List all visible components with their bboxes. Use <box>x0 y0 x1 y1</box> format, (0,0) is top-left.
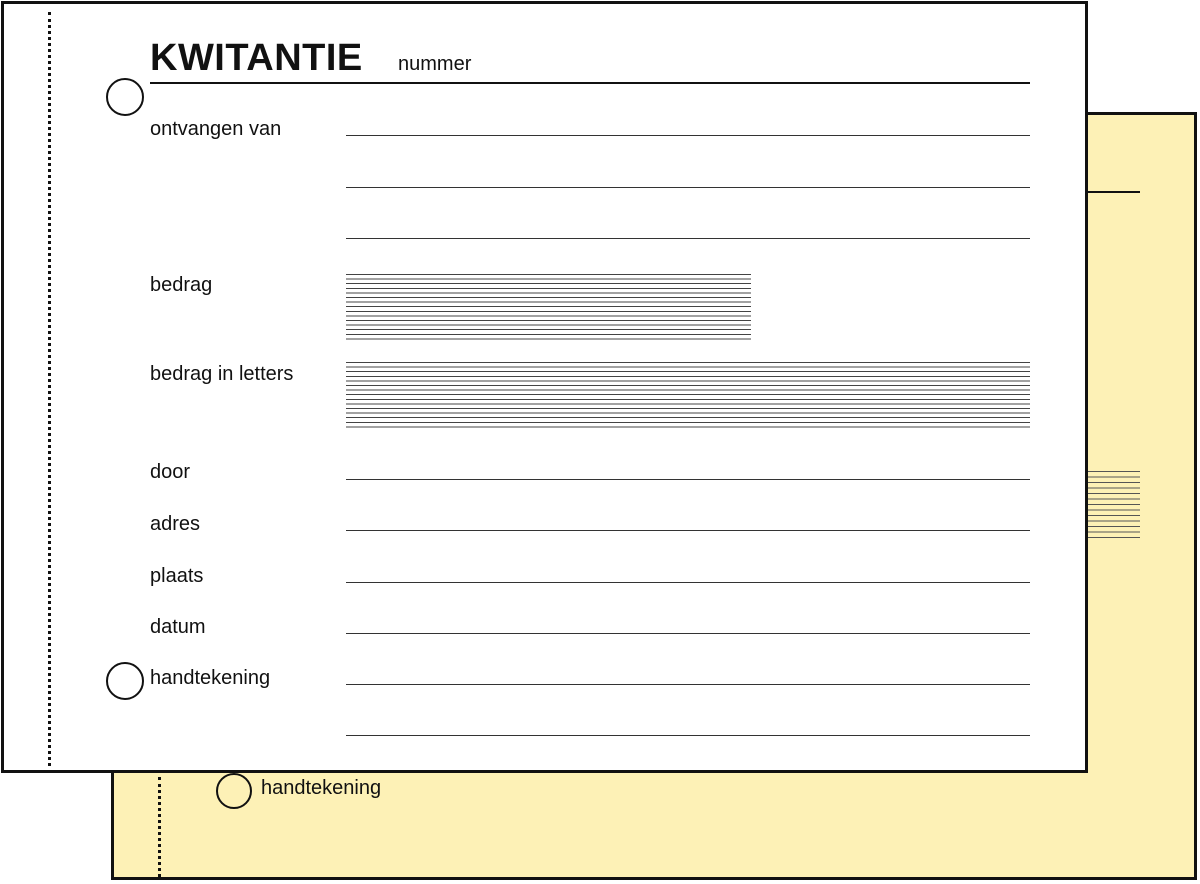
by-label: door <box>150 461 191 483</box>
amount-field[interactable] <box>346 274 751 342</box>
signature-line-2[interactable] <box>346 735 1030 736</box>
amount-label: bedrag <box>150 274 213 296</box>
signature-line-1[interactable] <box>346 684 1030 685</box>
copy-title-rule <box>1088 191 1140 193</box>
date-line[interactable] <box>346 633 1030 634</box>
copy-perforation <box>158 777 161 877</box>
received-from-line-1[interactable] <box>346 135 1030 136</box>
address-line[interactable] <box>346 530 1030 531</box>
received-from-line-3[interactable] <box>346 238 1030 239</box>
place-label: plaats <box>150 565 204 587</box>
perforation-line <box>48 12 51 766</box>
amount-in-letters-label: bedrag in letters <box>150 363 294 385</box>
copy-amount-hatch <box>1088 471 1140 539</box>
punch-hole-bottom <box>106 662 144 700</box>
title-rule <box>150 82 1030 84</box>
number-label: nummer <box>398 53 472 75</box>
amount-in-letters-field[interactable] <box>346 362 1030 430</box>
punch-hole-top <box>106 78 144 116</box>
place-line[interactable] <box>346 582 1030 583</box>
by-line[interactable] <box>346 479 1030 480</box>
signature-label: handtekening <box>150 667 271 689</box>
received-from-line-2[interactable] <box>346 187 1030 188</box>
received-from-label: ontvangen van <box>150 118 282 140</box>
address-label: adres <box>150 513 201 535</box>
receipt-form <box>1 1 1088 773</box>
copy-signature-label: handtekening <box>261 777 382 799</box>
date-label: datum <box>150 616 206 638</box>
copy-punch-hole <box>216 773 252 809</box>
receipt-title: KWITANTIE <box>150 37 363 79</box>
